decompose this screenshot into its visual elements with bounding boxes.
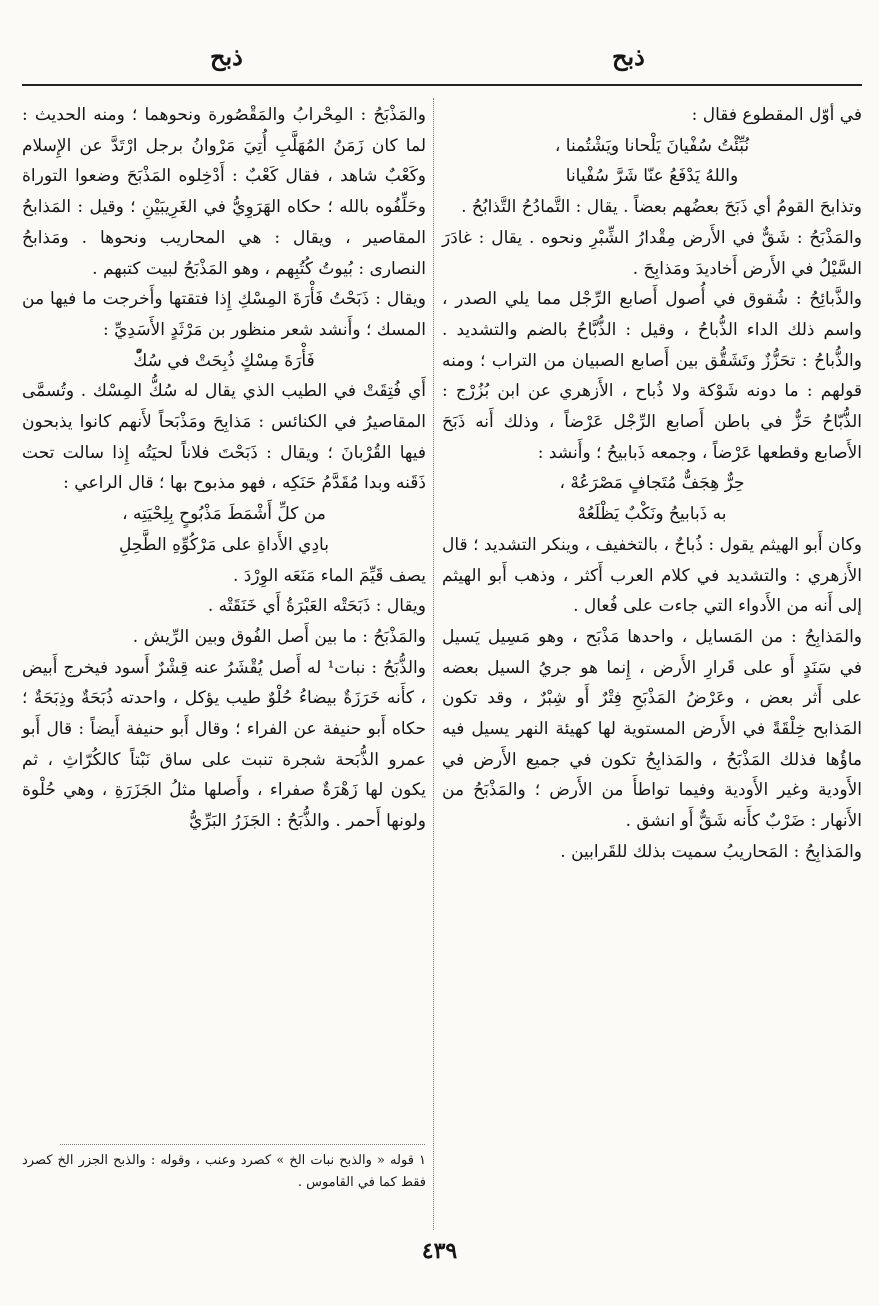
header-rule	[22, 84, 862, 86]
paragraph: والمَذابِحُ : من المَسايل ، واحدها مَذْبَح ، وهو مَسِيل يَسيل في سَنَدٍ أَو على قَرارِ الأَرض ، إِنما هو جريُ السيل بعضه على أَثر بعض ، وعَرْضُ المَذْبَحِ فِتْرٌ أَو شِبْرٌ ، وقد تكون المَذابح خِلْقَةً في الأَرض المستوية لها كهيئة النهر يسيل فيه ماؤُها فذلك المَذْبَحُ ، والمَذابِحُ تكون في جميع الأَرض في الأَودية وغير الأَودية وفيما تواطأَ من الأَرض ؛ والمَذْبَحُ من الأَنهار : ضَرْبٌ كأَنه شَقٌّ أَو انشق .	[442, 626, 862, 832]
paragraph: ويقال : ذَبَحَتْه العَبْرَةُ أَي خَنَقَتْه .	[207, 596, 426, 617]
paragraph: والذُّبَحُ : نبات¹ له أَصل يُقْشَرُ عنه قِشْرٌ أَسود فيخرج أَبيض ، كأَنه خَرَزَةٌ بيضاءُ حُلْوٌ طيب يؤكل ، واحدته ذُبَحَةٌ وذِبَحَةٌ ؛ حكاه أَبو حنيفة عن الفراء ؛ وقال أَبو حنيفة أَيضاً : قال أَبو عمرو الذُّبَحة شجرة تنبت على ساق نَبْتاً كالكُرّاثِ ، ثم يكون لها زَهْرَةٌ صفراء ، وأَصلها مثلُ الجَزَرَةِ ، وهي حُلْوة ولونها أَحمر . والذُّبَحُ : الجَزَرُ البَرِّيُّ	[22, 657, 426, 832]
paragraph: في أوّل المقطوع فقال :	[691, 105, 862, 125]
verse-line: من كلِّ أَشْمَطَ مَذْبُوحٍ بِلِحْيَتِه ،	[122, 504, 326, 525]
verse-line: حِرٌّ هِجَفٌّ مُتَجافٍ مَصْرَعُهْ ،	[559, 473, 745, 494]
verse-line: فَأْرَةَ مِسْكٍ ذُبِحَتْ في سُكّْ	[133, 350, 315, 371]
paragraph: والمَذْبَحُ : ما بين أَصل الفُوق وبين الرِّيش .	[132, 626, 426, 647]
running-header-right: ذبح	[612, 42, 645, 71]
footnote-rule	[60, 1144, 425, 1145]
verse-line: به ذَبابيحُ ونَكْبٌ يَظْلَعُهْ	[577, 504, 727, 525]
column-divider	[433, 98, 434, 1230]
paragraph: والمَذْبَحُ : شَقٌّ في الأَرض مِقْدارُ الشِّبْرِ ونحوه . يقال : غادَرَ السَّيْلُ في الأَرض أَخاديدَ ومَذابِحَ .	[442, 227, 862, 279]
left-column	[22, 100, 426, 837]
verse-line: واللهُ يَدْفَعُ عنّا شَرَّ سُفْيانا	[565, 166, 739, 187]
page-number: ٤٣٩	[421, 1238, 458, 1264]
paragraph: وكان أَبو الهيثم يقول : ذُباحٌ ، بالتخفيف ، وينكر التشديد ؛ قال الأَزهري : والتشديد في كلام العرب أَكثر ، وذهب أَبو الهيثم إلى أَنه من الأَدواء التي جاءت على فُعال .	[442, 534, 862, 617]
paragraph: والمَذابِحُ : المَحاريبُ سميت بذلك للقَرابين .	[560, 841, 862, 862]
verse-line: نُبِّئْتُ سُفْيانَ يَلْحانا ويَشْتُمنا ،	[554, 135, 750, 156]
paragraph: ويقال : ذَبَحْتُ فَأْرَةَ المِسْكِ إِذا فتقتها وأَخرجت ما فيها من المسك ؛ وأَنشد شعر منظور بن مَرْثَدٍ الأَسَدِيِّ :	[22, 289, 426, 340]
footnote: ١ قوله « والذبح نبات الخ » كصرد وعنب ، وقوله : والذبح الجزر الخ كصرد فقط كما في القاموس .	[22, 1153, 426, 1190]
running-header-left: ذبح	[210, 42, 243, 71]
paragraph: يصف قَيِّمَ الماء مَنَعَه الوِرْدَ .	[233, 565, 426, 586]
verse-line: بادِي الأَداةِ على مَرْكُوِّهِ الطَّحِلِ	[119, 534, 329, 555]
paragraph: والذَّبائِحُ : شُقوق في أُصول أَصابع الرِّجْل مما يلي الصدر ، واسم ذلك الداء الذُّباحُ ، وقيل : الذُّبَّاحُ بالضم والتشديد . والذُّباحُ : تحَزُّزٌ وتَشَقُّق بين أَصابع الصبيان من التراب ؛ ومنه قولهم : ما دونه شَوْكة ولا ذُباح ، الأَزهري عن ابن بُزُرْج : الذُّبّاحُ حَزٌّ في باطن أَصابع الرِّجْل عَرْضاً ، وذلك أَنه ذَبَحَ الأَصابع وقطعها عَرْضاً ، وجمعه ذَبابيحُ ؛ وأَنشد :	[442, 289, 862, 463]
paragraph: والمَذْبَحُ : المِحْرابُ والمَقْصُورة ونحوهما ؛ ومنه الحديث : لما كان زَمَنُ المُهَلَّبِ أُتِيَ مَرْوانُ برجل ارْتَدَّ عن الإِسلام وكَعْبٌ شاهد ، فقال كَعْبٌ : أَدْخِلوه المَذْبَحَ وضعوا التوراة وحَلِّفُوه بالله ؛ حكاه الهَرَوِيُّ في الغَرِيبَيْنِ ؛ وقيل : المَذابحُ المقاصير ، ويقال : هي المحاريب ونحوها . ومَذابحُ النصارى : بُيوتُ كُتُبِهم ، وهو المَذْبَحُ لبيت كتبهم .	[22, 105, 426, 279]
right-column	[442, 100, 862, 868]
paragraph: وتذابحَ القومُ أي ذَبَحَ بعضُهم بعضاً . يقال : التَّمادُحُ التَّذابُحُ .	[461, 197, 862, 218]
paragraph: أَي فُتِقَتْ في الطيب الذي يقال له سُكُّ المِسْك . وتُسمَّى المقاصيرُ في الكنائس : مَذابِحَ ومَذْبَحاً لأَنهم كانوا يذبحون فيها القُرْبانَ ؛ ويقال : ذَبَحْتَ فلاناً لحيَتُه إِذا سالت تحت ذَقَنه وبدا مُقَدَّمُ حَنَكِه ، فهو مذبوح بها ؛ قال الراعي :	[22, 381, 426, 494]
